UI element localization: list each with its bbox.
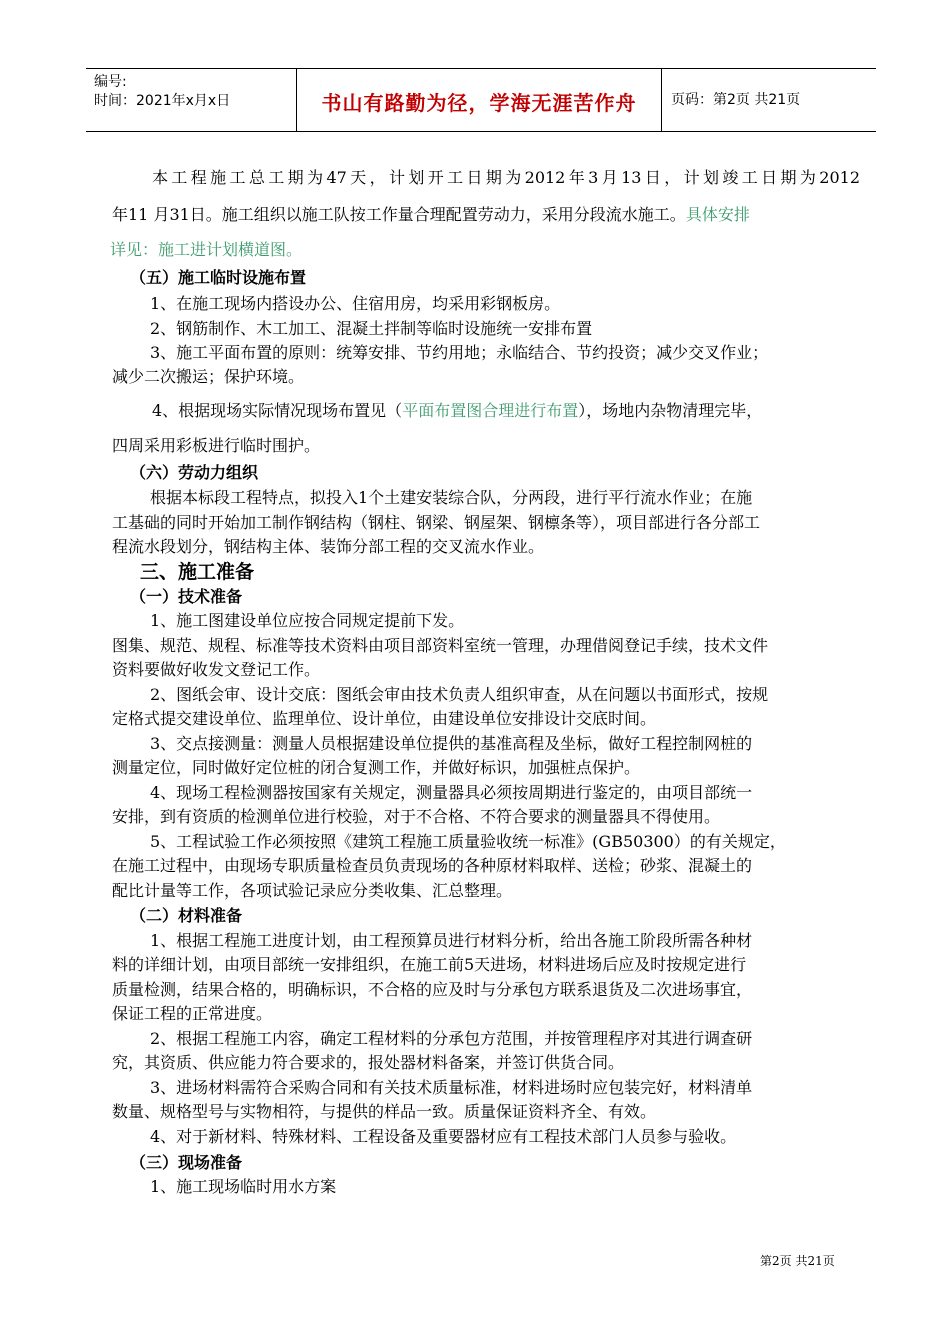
paragraph-line: 3、进场材料需符合采购合同和有关技术质量标准，材料进场时应包装完好，材料清单 [150, 1078, 753, 1097]
paragraph-line: 在施工过程中，由现场专职质量检查员负责现场的各种原材料取样、送检；砂浆、混凝土的 [112, 856, 753, 875]
paragraph-line: 1、施工图建设单位应按合同规定提前下发。 [150, 611, 465, 630]
paragraph-line: 4、对于新材料、特殊材料、工程设备及重要器材应有工程技术部门人员参与验收。 [150, 1127, 737, 1146]
section-heading: （三）现场准备 [130, 1153, 243, 1172]
paragraph-line: 保证工程的正常进度。 [112, 1004, 273, 1023]
paragraph-line: 程流水段划分，钢结构主体、装饰分部工程的交叉流水作业。 [112, 537, 545, 556]
section-heading: （二）材料准备 [130, 906, 243, 925]
number-label: 编号: [94, 74, 127, 90]
header-table [86, 68, 876, 132]
header-motto: 书山有路勤为径，学海无涯苦作舟 [321, 91, 637, 115]
paragraph-line: 3、施工平面布置的原则：统筹安排、节约用地；永临结合、节约投资；减少交叉作业； [150, 343, 769, 362]
page-footer: 第2页 共21页 [760, 1254, 835, 1268]
paragraph-line: 本工程施工总工期为47天，计划开工日期为2012年3月13日，计划竣工日期为2012 [152, 168, 860, 187]
paragraph-text: 年11 月31日。施工组织以施工队按工作量合理配置劳动力，采用分段流水施工。 [112, 205, 686, 224]
schedule-reference: 具体安排 [685, 205, 750, 224]
paragraph-line: 四周采用彩板进行临时围护。 [112, 436, 321, 455]
paragraph-line: 3、交点接测量：测量人员根据建设单位提供的基准高程及坐标，做好工程控制网桩的 [150, 734, 753, 753]
paragraph-line: 1、施工现场临时用水方案 [150, 1177, 337, 1196]
page-info: 页码：第2页 共21页 [671, 92, 801, 108]
paragraph-line: 2、图纸会审、设计交底：图纸会审由技术负责人组织审查，从在问题以书面形式，按规 [150, 685, 769, 704]
paragraph-text: 4、根据现场实际情况现场布置见（ [152, 401, 403, 420]
paragraph-line: 5、工程试验工作必须按照《建筑工程施工质量验收统一标准》(GB50300）的有关规定， [150, 832, 786, 851]
paragraph-line: 工基础的同时开始加工制作钢结构（钢柱、钢梁、钢屋架、钢檩条等），项目部进行各分部工 [112, 513, 761, 532]
section-heading: （一）技术准备 [130, 587, 243, 606]
paragraph-line: 究，其资质、供应能力符合要求的，报处器材料备案，并签订供货合同。 [112, 1053, 625, 1072]
paragraph-line: 定格式提交建设单位、监理单位、设计单位，由建设单位安排设计交底时间。 [112, 709, 657, 728]
paragraph-text: ），场地内杂物清理完毕， [578, 401, 763, 420]
paragraph-line: 2、根据工程施工内容，确定工程材料的分承包方范围，并按管理程序对其进行调查研 [150, 1029, 753, 1048]
paragraph-line: 测量定位，同时做好定位桩的闭合复测工作，并做好标识，加强桩点保护。 [112, 758, 641, 777]
paragraph-line: 1、在施工现场内搭设办公、住宿用房，均采用彩钢板房。 [150, 294, 561, 313]
paragraph-line: 4、现场工程检测器按国家有关规定，测量器具必须按周期进行鉴定的，由项目部统一 [150, 783, 753, 802]
paragraph-line: 图集、规范、规程、标准等技术资料由项目部资料室统一管理，办理借阅登记手续，技术文件 [112, 636, 769, 655]
time-label: 时间：2021年x月x日 [94, 93, 231, 109]
header-divider [661, 69, 662, 131]
paragraph-line: 减少二次搬运；保护环境。 [112, 367, 305, 386]
paragraph-line: 安排，到有资质的检测单位进行校验，对于不合格、不符合要求的测量器具不得使用。 [112, 807, 721, 826]
paragraph-line: 料的详细计划，由项目部统一安排组织，在施工前5天进场，材料进场后应及时按规定进行 [112, 955, 747, 974]
schedule-reference: 详见：施工进计划横道图。 [110, 240, 303, 259]
paragraph-line [152, 398, 762, 421]
paragraph-line [112, 202, 860, 225]
paragraph-line: 数量、规格型号与实物相符，与提供的样品一致。质量保证资料齐全、有效。 [112, 1102, 657, 1121]
header-meta [94, 73, 294, 111]
chapter-heading: 三、施工准备 [140, 561, 255, 583]
layout-plan-reference: 平面布置图合理进行布置 [402, 401, 579, 420]
paragraph-line: 资料要做好收发文登记工作。 [112, 660, 321, 679]
section-heading: （五）施工临时设施布置 [130, 268, 307, 287]
paragraph-line: 2、钢筋制作、木工加工、混凝土拌制等临时设施统一安排布置 [150, 319, 593, 338]
paragraph-line: 质量检测，结果合格的，明确标识，不合格的应及时与分承包方联系退货及二次进场事宜， [112, 980, 753, 999]
paragraph-line: 1、根据工程施工进度计划，由工程预算员进行材料分析，给出各施工阶段所需各种材 [150, 931, 753, 950]
section-heading: （六）劳动力组织 [130, 463, 259, 482]
paragraph-line: 根据本标段工程特点，拟投入1个土建安装综合队，分两段，进行平行流水作业；在施 [150, 488, 753, 507]
paragraph-line: 配比计量等工作，各项试验记录应分类收集、汇总整理。 [112, 881, 513, 900]
